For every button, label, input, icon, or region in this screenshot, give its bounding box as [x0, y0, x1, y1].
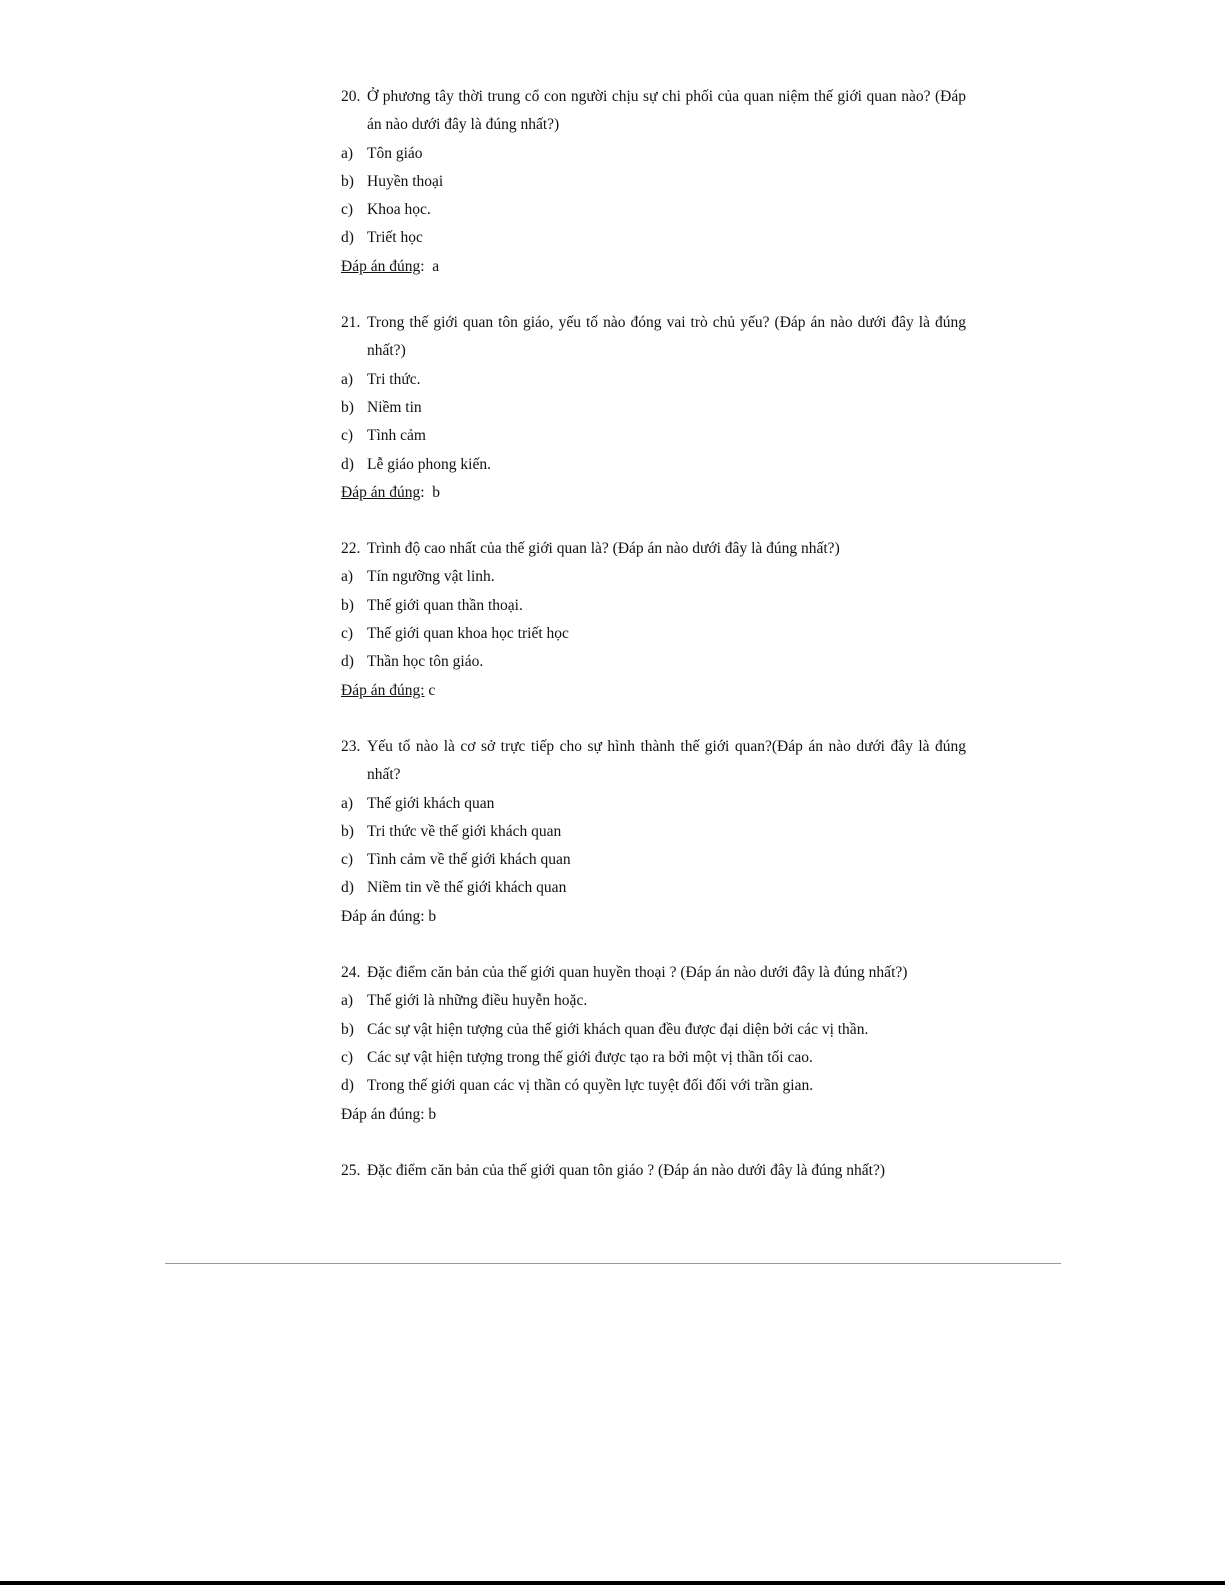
option-label: c) — [341, 1048, 354, 1066]
answer-line — [341, 479, 966, 507]
question-21 — [341, 309, 966, 507]
option-c — [341, 846, 966, 874]
option-a — [341, 790, 966, 818]
question-text: Trong thế giới quan tôn giáo, yếu tố nào đóng vai trò chủ yếu? (Đáp án nào dưới đây là đúng nhất?) — [367, 314, 966, 360]
option-label: a) — [341, 144, 354, 162]
option-text: Triết học — [367, 229, 423, 247]
option-text: Các sự vật hiện tượng của thế giới khách quan đều được đại diện bởi các vị thần. — [367, 1020, 869, 1038]
question-24 — [341, 959, 966, 1129]
option-label: c) — [341, 625, 354, 643]
option-text: Tri thức. — [367, 370, 421, 388]
option-label: d) — [341, 1077, 354, 1095]
option-d — [341, 1072, 966, 1100]
option-d — [341, 874, 966, 902]
question-stem — [341, 959, 966, 987]
option-text: Khoa học. — [367, 201, 431, 219]
question-number: 24. — [341, 964, 361, 982]
answer-line — [341, 677, 966, 705]
question-text: Ở phương tây thời trung cổ con người chịu sự chi phối của quan niệm thế giới quan nào? (Đáp án nào dưới đây là đúng nhất?) — [367, 88, 966, 134]
question-number: 21. — [341, 314, 361, 332]
option-b — [341, 818, 966, 846]
question-text: Trình độ cao nhất của thế giới quan là? (Đáp án nào dưới đây là đúng nhất?) — [367, 540, 840, 558]
option-label: d) — [341, 229, 354, 247]
question-23 — [341, 733, 966, 931]
question-number: 20. — [341, 88, 361, 105]
document-body — [341, 83, 966, 1213]
option-label: b) — [341, 172, 354, 190]
option-label: d) — [341, 879, 354, 897]
option-label: b) — [341, 398, 354, 416]
option-label: b) — [341, 596, 354, 614]
option-label: d) — [341, 653, 354, 671]
option-text: Tôn giáo — [367, 144, 423, 162]
option-b — [341, 592, 966, 620]
question-number: 22. — [341, 540, 361, 558]
question-22 — [341, 535, 966, 705]
question-stem — [341, 83, 966, 140]
option-label: c) — [341, 851, 354, 869]
option-c — [341, 196, 966, 224]
answer-value: a — [432, 257, 440, 275]
answer-label: Đáp án đúng: — [341, 681, 425, 699]
option-label: a) — [341, 794, 354, 812]
question-text: Đặc điểm căn bản của thế giới quan huyền thoại ? (Đáp án nào dưới đây là đúng nhất?) — [367, 964, 908, 982]
option-text: Tình cảm — [367, 427, 426, 445]
option-label: b) — [341, 1020, 354, 1038]
option-text: Niềm tin về thế giới khách quan — [367, 879, 567, 897]
option-a — [341, 987, 966, 1015]
bottom-edge-bar — [0, 1581, 1225, 1585]
answer-line: Đáp án đúng: b — [341, 1105, 437, 1123]
question-stem — [341, 535, 966, 563]
option-b — [341, 394, 966, 422]
question-number: 23. — [341, 737, 361, 755]
question-stem — [341, 1157, 966, 1185]
question-stem — [341, 733, 966, 790]
option-b — [341, 1016, 966, 1044]
option-a — [341, 563, 966, 591]
option-text: Niềm tin — [367, 398, 422, 416]
answer-label: Đáp án đúng — [341, 483, 421, 501]
answer-line: Đáp án đúng: b — [341, 907, 437, 925]
question-stem — [341, 309, 966, 366]
option-c — [341, 1044, 966, 1072]
answer-separator: : — [420, 483, 425, 501]
answer-label: Đáp án đúng — [341, 257, 421, 275]
answer-line — [341, 253, 966, 281]
option-label: c) — [341, 427, 354, 445]
question-text: Đặc điểm căn bản của thế giới quan tôn giáo ? (Đáp án nào dưới đây là đúng nhất?) — [367, 1161, 886, 1179]
option-text: Tình cảm về thế giới khách quan — [367, 851, 571, 869]
option-d — [341, 451, 966, 479]
question-25 — [341, 1157, 966, 1185]
option-label: a) — [341, 992, 354, 1010]
question-text: Yếu tố nào là cơ sở trực tiếp cho sự hình thành thế giới quan?(Đáp án nào dưới đây là đúng nhất? — [367, 737, 966, 784]
question-number: 25. — [341, 1161, 361, 1179]
page-divider — [165, 1263, 1061, 1264]
option-text: Huyền thoại — [367, 172, 444, 190]
option-label: d) — [341, 455, 354, 473]
option-text: Các sự vật hiện tượng trong thế giới được tạo ra bởi một vị thần tối cao. — [367, 1048, 813, 1066]
option-text: Thế giới khách quan — [367, 794, 495, 812]
option-text: Thần học tôn giáo. — [367, 653, 484, 671]
answer-value: c — [428, 681, 436, 699]
option-text: Thế giới quan thần thoại. — [367, 596, 523, 614]
option-text: Thế giới quan khoa học triết học — [367, 625, 569, 643]
answer-value: b — [432, 483, 441, 501]
answer-separator: : — [420, 257, 425, 275]
option-a — [341, 140, 966, 168]
question-20 — [341, 83, 966, 281]
option-text: Trong thế giới quan các vị thần có quyền lực tuyệt đối đối với trần gian. — [367, 1077, 814, 1095]
option-d — [341, 224, 966, 252]
option-text: Tri thức về thế giới khách quan — [367, 822, 562, 840]
option-text: Lễ giáo phong kiến. — [367, 455, 491, 473]
option-a — [341, 366, 966, 394]
option-c — [341, 620, 966, 648]
option-d — [341, 648, 966, 676]
option-text: Thế giới là những điều huyễn hoặc. — [367, 992, 588, 1010]
option-label: c) — [341, 201, 354, 219]
option-label: b) — [341, 822, 354, 840]
option-label: a) — [341, 568, 354, 586]
option-text: Tín ngưỡng vật linh. — [367, 568, 495, 586]
option-label: a) — [341, 370, 354, 388]
option-b — [341, 168, 966, 196]
option-c — [341, 422, 966, 450]
